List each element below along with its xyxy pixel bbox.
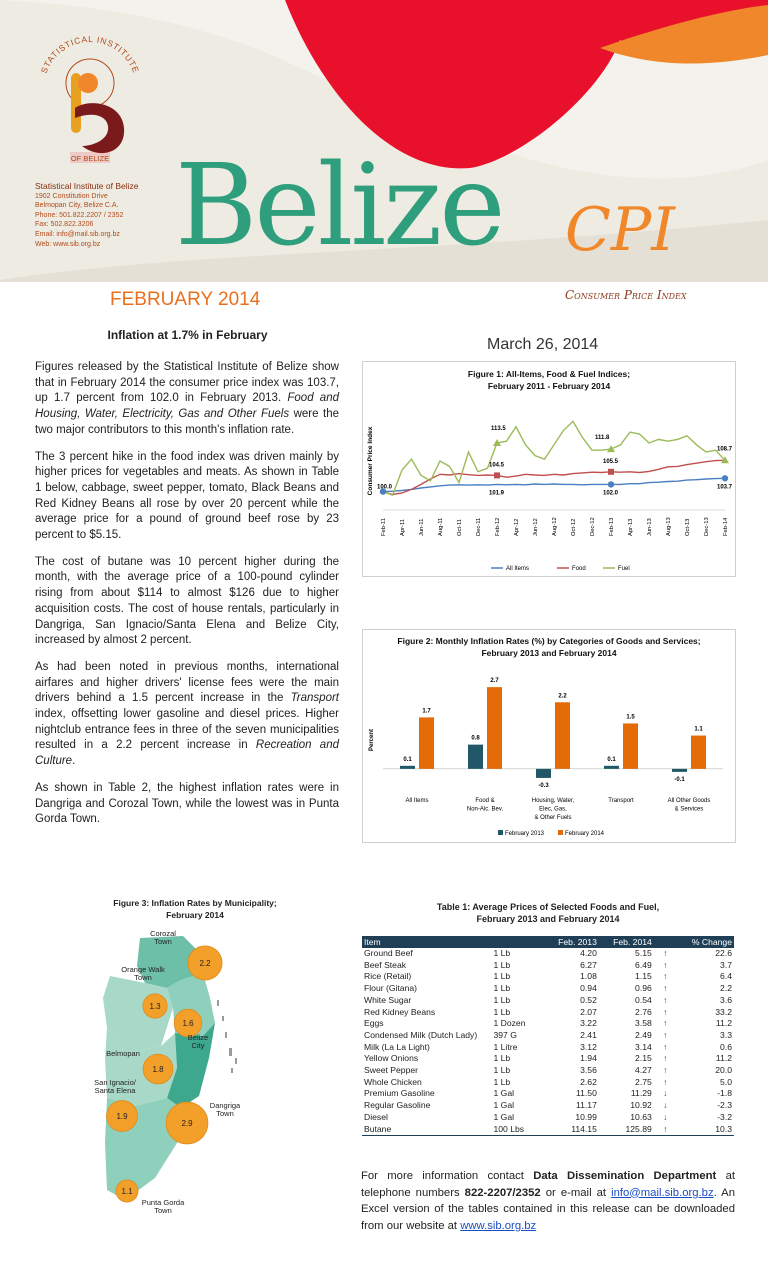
- table-cell: 114.15: [542, 1124, 598, 1136]
- y-axis-label: Consumer Price Index: [367, 426, 374, 496]
- table-row: [362, 1007, 734, 1019]
- arrow-up-icon: ↑: [654, 1124, 677, 1136]
- table-header-cell: % Change: [677, 936, 734, 948]
- x-tick-label: Feb-12: [495, 517, 501, 536]
- chart-title: Figure 3: Inflation Rates by Municipality;: [113, 898, 277, 908]
- website-link[interactable]: www.sib.org.bz: [460, 1219, 537, 1232]
- table-cell: Flour (Gitana): [364, 983, 418, 994]
- bar-value-label: 0.1: [403, 756, 412, 763]
- line-chart-canvas: [363, 386, 735, 576]
- paragraph: As had been noted in previous months, international airfares and higher drivers' license fees were the main drivers behind a 1.5 percent increase in the Transport index, offsetting lower gasoline and diesel prices. Higher nightclub entrance fees in three of the seven municipalities resulted in a 2.2 percent increase in Recreation and Culture.: [35, 660, 339, 768]
- table-cell: 6.49: [635, 959, 652, 970]
- bubble-value: 1.3: [149, 1002, 161, 1011]
- table-cell: 10.92: [630, 1100, 652, 1111]
- x-tick-label: Apr-12: [514, 518, 520, 536]
- table-cell: 397 G: [493, 1029, 517, 1040]
- table-row: [362, 960, 734, 972]
- issue-month: FEBRUARY 2014: [110, 289, 261, 310]
- x-tick-label: Jun-12: [533, 518, 539, 536]
- table-cell: 2.41: [580, 1029, 597, 1040]
- arrow-up-icon: ↑: [663, 971, 668, 982]
- bar-value-label: 0.1: [607, 756, 616, 763]
- legend-swatch: [558, 830, 563, 835]
- data-point-marker: [608, 481, 614, 487]
- bar-value-label: 0.8: [471, 735, 480, 742]
- legend-swatch: [498, 830, 503, 835]
- arrow-up-icon: ↑: [663, 1065, 668, 1076]
- category-label: Food &: [475, 798, 495, 804]
- bubble-value: 1.1: [121, 1187, 133, 1196]
- table-cell: Diesel: [364, 1111, 388, 1122]
- bubble-value: 1.9: [116, 1112, 128, 1121]
- category-label: All Items: [405, 798, 429, 804]
- chart-subtitle: February 2014: [166, 910, 224, 920]
- arrow-up-icon: ↑: [663, 994, 668, 1005]
- figure-3-title: [60, 897, 330, 921]
- bar: [419, 717, 434, 768]
- table-cell: 2.07: [580, 1006, 597, 1017]
- table-cell: 3.14: [635, 1041, 652, 1052]
- arrow-up-icon: ↑: [663, 948, 668, 958]
- table-cell: 11.17: [575, 1100, 597, 1111]
- table-cell: 10.99: [575, 1111, 597, 1122]
- table-cell: 0.96: [635, 983, 652, 994]
- table-cell: Rice (Retail): [364, 971, 412, 982]
- table-cell: 3.7: [720, 959, 732, 970]
- table-cell: 4.27: [635, 1065, 652, 1076]
- table-cell: 4.20: [580, 948, 597, 958]
- table-cell: 3.58: [635, 1018, 652, 1029]
- chart-title: Figure 1: All-Items, Food & Fuel Indices;: [467, 369, 631, 379]
- municipality-label: Town: [154, 1206, 172, 1215]
- chart-subtitle: February 2013 and February 2014: [481, 648, 617, 658]
- arrow-up-icon: ↑: [663, 1018, 668, 1029]
- table-cell: 20.0: [715, 1065, 732, 1076]
- table-cell: 1 Lb: [493, 1006, 511, 1017]
- x-tick-label: Aug-12: [552, 517, 558, 536]
- legend-label: February 2013: [505, 831, 545, 837]
- x-tick-label: Dec-13: [704, 517, 710, 536]
- municipality-label: Orange Walk: [121, 965, 165, 974]
- chart-title: Figure 2: Monthly Inflation Rates (%) by Categories of Goods and Services;: [397, 636, 701, 646]
- table-row: [362, 995, 734, 1007]
- table-cell: 11.50: [575, 1088, 597, 1099]
- table-cell: Beef Steak: [364, 959, 407, 970]
- x-tick-label: Dec-11: [476, 517, 482, 536]
- table-cell: Sweet Pepper: [364, 1065, 418, 1076]
- bar: [536, 769, 551, 778]
- table-cell: 33.2: [715, 1006, 732, 1017]
- table-cell: Ground Beef: [364, 948, 413, 958]
- table-cell: 1 Lb: [493, 994, 511, 1005]
- data-label: 111.8: [595, 435, 610, 442]
- x-tick-label: Oct-12: [571, 518, 577, 536]
- bubble-value: 1.6: [182, 1019, 194, 1028]
- table-cell: 2.15: [635, 1053, 652, 1064]
- arrow-down-icon: ↓: [663, 1111, 668, 1122]
- table-cell: 1 Lb: [493, 983, 511, 994]
- table-cell: 1 Lb: [493, 959, 511, 970]
- table-cell: Whole Chicken: [364, 1076, 422, 1087]
- table-header-cell: Feb. 2013: [542, 936, 598, 948]
- table-row: [362, 1124, 734, 1136]
- phone-line: Phone: 501.822.2207 / 2352: [35, 211, 124, 219]
- table-cell: 1.94: [580, 1053, 597, 1064]
- table-cell: 1.08: [580, 971, 597, 982]
- email-link[interactable]: info@mail.sib.org.bz: [611, 1186, 714, 1199]
- table-cell: 3.56: [580, 1065, 597, 1076]
- municipality-label: City: [191, 1041, 205, 1050]
- data-label: 105.5: [603, 458, 619, 465]
- x-tick-label: Apr-11: [400, 519, 406, 536]
- table-cell: 10.63: [630, 1111, 652, 1122]
- x-tick-label: Oct-11: [457, 519, 463, 536]
- arrow-up-icon: ↑: [663, 1053, 668, 1064]
- table-row: [362, 1030, 734, 1042]
- figure-3-map: [85, 928, 270, 1228]
- table-cell: Milk (La La Light): [364, 1041, 430, 1052]
- data-label: 113.5: [491, 426, 506, 432]
- x-tick-label: Feb-13: [609, 517, 615, 536]
- data-label: 102.0: [603, 490, 619, 497]
- table-cell: 1.15: [635, 971, 652, 982]
- bar-value-label: -0.3: [538, 782, 549, 789]
- paragraph: Figures released by the Statistical Institute of Belize show that in February 2014 the consumer price index was 103.7, up 1.7 percent from 102.0 in February 2013. Food and Housing, Water, Electricity, Gas and Other Fuels were the two major contributors to this month's inflation rate.: [35, 361, 339, 436]
- bubble-value: 2.2: [199, 959, 211, 968]
- contact-block: [35, 182, 138, 249]
- legend-label: Fuel: [618, 566, 630, 572]
- table-cell: 1 Gal: [493, 1100, 515, 1111]
- bar-value-label: -0.1: [674, 776, 685, 783]
- table-1-title: Table 1: Average Prices of Selected Foods and Fuel, February 2013 and February 2014: [436, 902, 660, 924]
- footer-contact: For more information contact Data Dissemination Department at telephone numbers 822-2207/2352 or e-mail at info@mail.sib.org.bz. An Excel version of the tables contained in this release can be downloaded from our website at www.sib.org.bz: [361, 1170, 736, 1232]
- masthead-cpi: CPI: [565, 195, 675, 265]
- municipality-label: Dangriga: [209, 1101, 241, 1110]
- x-tick-label: Apr-13: [628, 518, 634, 536]
- data-label: 103.7: [717, 484, 733, 491]
- legend-label: February 2014: [565, 831, 605, 837]
- paragraph: As shown in Table 2, the highest inflation rates were in Dangriga and Corozal Town, while the lowest was in Punta Gorda Town.: [35, 781, 339, 826]
- table-row: [362, 1100, 734, 1112]
- masthead-cpi-subtitle: Consumer Price Index: [565, 288, 687, 302]
- table-cell: 0.52: [580, 994, 597, 1005]
- x-tick-label: Feb-14: [723, 517, 729, 536]
- table-cell: 0.6: [720, 1041, 732, 1052]
- table-cell: Red Kidney Beans: [364, 1006, 436, 1017]
- org-name: Statistical Institute of Belize: [35, 181, 139, 191]
- paragraph: The 3 percent hike in the food index was driven mainly by higher prices for vegetables and meats. As shown in Table 1 below, cabbage, sweet pepper, tomato, Black Beans and Red Kidney Beans all rose by over 20 percent while the average price for a pound of ground beef rose by 23 percent to $5.15.: [35, 450, 339, 542]
- y-axis-label: Percent: [369, 728, 375, 752]
- table-row: [362, 1053, 734, 1065]
- arrow-up-icon: ↑: [663, 1029, 668, 1040]
- bar: [604, 766, 619, 769]
- municipality-label: Belize: [187, 1033, 209, 1042]
- legend-label: All Items: [506, 566, 530, 572]
- table-cell: Eggs: [364, 1018, 384, 1029]
- table-cell: Condensed Milk (Dutch Lady): [364, 1029, 478, 1040]
- table-row: [362, 1065, 734, 1077]
- data-point-marker: [608, 469, 614, 475]
- data-point-marker: [722, 475, 728, 481]
- x-tick-label: Aug-11: [438, 517, 444, 536]
- municipality-label: Town: [134, 973, 152, 982]
- bar-value-label: 1.1: [694, 726, 703, 733]
- table-cell: 3.3: [720, 1029, 732, 1040]
- table-cell: 100 Lbs: [491, 1124, 542, 1136]
- chart-subtitle: February 2011 - February 2014: [487, 381, 611, 391]
- table-cell: -2.3: [717, 1100, 732, 1111]
- table-cell: White Sugar: [364, 994, 412, 1005]
- sib-logo: [30, 28, 150, 178]
- municipality-label: Punta Gorda: [141, 1198, 185, 1207]
- arrow-up-icon: ↑: [663, 983, 668, 994]
- table-cell: 1 Dozen: [493, 1018, 526, 1029]
- table-cell: 125.89: [599, 1124, 654, 1136]
- table-cell: 11.2: [715, 1053, 732, 1064]
- municipality-label: Santa Elena: [94, 1086, 136, 1095]
- table-cell: 0.54: [635, 994, 652, 1005]
- municipality-label: San Ignacio/: [94, 1078, 136, 1087]
- address-line: Belmopan City, Belize C.A.: [35, 202, 119, 210]
- release-date: March 26, 2014: [487, 336, 599, 353]
- data-label: 104.5: [489, 462, 505, 469]
- table-row: [362, 1088, 734, 1100]
- table-cell: 6.4: [720, 971, 732, 982]
- bar: [623, 723, 638, 768]
- table-cell: 1 Lb: [493, 971, 511, 982]
- bar: [400, 766, 415, 769]
- table-row: [362, 983, 734, 995]
- table-header-cell: [491, 936, 542, 948]
- bubble-value: 1.8: [152, 1065, 164, 1074]
- arrow-down-icon: ↓: [663, 1100, 668, 1111]
- data-label: 100.0: [377, 484, 393, 491]
- data-point-marker: [607, 445, 615, 452]
- x-tick-label: Jun-13: [647, 518, 653, 536]
- table-cell: 5.0: [720, 1076, 732, 1087]
- table-cell: 22.6: [715, 948, 732, 958]
- arrow-up-icon: ↑: [663, 959, 668, 970]
- category-label: & Services: [674, 806, 704, 813]
- table-row: [362, 1018, 734, 1030]
- table-header-cell: Feb. 2014: [599, 936, 654, 948]
- series-line-all-items: [383, 478, 725, 491]
- figure-2-bar-chart: [362, 629, 736, 843]
- table-cell: 2.76: [635, 1006, 652, 1017]
- arrow-down-icon: ↓: [663, 1088, 668, 1099]
- table-header-cell: Item: [362, 936, 491, 948]
- table-cell: 11.29: [630, 1088, 652, 1099]
- bar: [468, 745, 483, 769]
- table-row: [362, 1077, 734, 1089]
- table-row: [362, 971, 734, 983]
- article-body: [35, 360, 339, 839]
- x-tick-label: Aug-13: [666, 517, 672, 536]
- address-line: 1902 Constitution Drive: [35, 192, 108, 200]
- table-header-cell: [654, 936, 677, 948]
- category-label: All Other Goods: [667, 798, 711, 804]
- bar: [691, 736, 706, 769]
- bar-value-label: 2.2: [558, 693, 567, 700]
- table-cell: 2.62: [580, 1076, 597, 1087]
- table-row: [362, 1042, 734, 1054]
- table-cell: Regular Gasoline: [364, 1100, 431, 1111]
- figure-1-line-chart: [362, 361, 736, 577]
- table-cell: 2.75: [635, 1076, 652, 1087]
- table-cell: 10.3: [677, 1124, 734, 1136]
- table-cell: 2.49: [635, 1029, 652, 1040]
- series-line-food: [383, 460, 725, 497]
- prices-table: [362, 936, 734, 1136]
- category-label: Non-Alc. Bev.: [466, 806, 504, 813]
- table-cell: 11.2: [715, 1018, 732, 1029]
- bar-value-label: 1.7: [422, 708, 431, 715]
- table-cell: 1 Lb: [493, 948, 511, 958]
- bar-value-label: 1.5: [626, 714, 635, 721]
- table-cell: 5.15: [635, 948, 652, 958]
- table-cell: 1 Gal: [493, 1088, 515, 1099]
- table-cell: 1 Litre: [493, 1041, 518, 1052]
- bar-value-label: 2.7: [490, 678, 499, 685]
- table-cell: 6.27: [580, 959, 597, 970]
- municipality-label: Belmopan: [106, 1049, 140, 1058]
- bar-chart-canvas: [363, 652, 735, 842]
- table-cell: 3.6: [720, 994, 732, 1005]
- bar: [487, 687, 502, 769]
- table-cell: 1 Lb: [493, 1065, 511, 1076]
- category-label: Housing, Water,: [531, 798, 575, 804]
- arrow-up-icon: ↑: [663, 1076, 668, 1087]
- table-row: [362, 948, 734, 960]
- x-tick-label: Jun-11: [419, 518, 425, 536]
- table-cell: 2.2: [720, 983, 732, 994]
- table-cell: -1.8: [717, 1088, 732, 1099]
- x-tick-label: Feb-11: [381, 518, 387, 536]
- data-point-marker: [494, 472, 500, 478]
- data-label: 101.9: [489, 490, 505, 497]
- table-cell: -3.2: [717, 1111, 732, 1122]
- category-label: & Other Fuels: [534, 815, 572, 821]
- category-label: Transport: [608, 798, 634, 804]
- x-tick-label: Oct-13: [685, 518, 691, 536]
- web-line[interactable]: Web: www.sib.org.bz: [35, 240, 101, 248]
- bar: [555, 702, 570, 769]
- table-row: [362, 1112, 734, 1124]
- municipality-label: Town: [216, 1109, 234, 1118]
- headline: Inflation at 1.7% in February: [107, 328, 268, 342]
- svg-text:STATISTICAL INSTITUTE: STATISTICAL INSTITUTE: [38, 33, 142, 75]
- data-label: 108.7: [717, 446, 733, 453]
- table-cell: 1 Lb: [493, 1076, 511, 1087]
- table-cell: Premium Gasoline: [364, 1088, 435, 1099]
- arrow-up-icon: ↑: [663, 1006, 668, 1017]
- category-label: Elec, Gas,: [539, 806, 567, 813]
- table-cell: 1 Lb: [493, 1053, 511, 1064]
- table-cell: 3.12: [580, 1041, 597, 1052]
- municipality-label: Corozal: [150, 929, 176, 938]
- x-tick-label: Dec-12: [590, 517, 596, 536]
- legend-label: Food: [572, 566, 586, 572]
- table-cell: Yellow Onions: [364, 1053, 419, 1064]
- table-cell: 0.94: [580, 983, 597, 994]
- table-cell: 1 Gal: [493, 1111, 515, 1122]
- email-line[interactable]: Email: info@mail.sib.org.bz: [35, 230, 120, 238]
- municipality-label: Town: [154, 937, 172, 946]
- masthead-title: Belize: [175, 141, 503, 271]
- table-cell: Butane: [362, 1124, 491, 1136]
- fax-line: Fax: 502.822.3206: [35, 221, 94, 229]
- bubble-value: 2.9: [181, 1119, 193, 1128]
- arrow-up-icon: ↑: [663, 1041, 668, 1052]
- table-cell: 3.22: [580, 1018, 597, 1029]
- paragraph: The cost of butane was 10 percent higher during the month, with the average price of a 100-pound cylinder rising from about $114 to almost $126 due to higher acquisition costs. The cost of house rentals, particularly in Dangriga, San Ignacio/Santa Elena and Belize City, increased by almost 2 percent.: [35, 555, 339, 647]
- bar: [672, 769, 687, 772]
- svg-text:OF BELIZE: OF BELIZE: [70, 154, 110, 163]
